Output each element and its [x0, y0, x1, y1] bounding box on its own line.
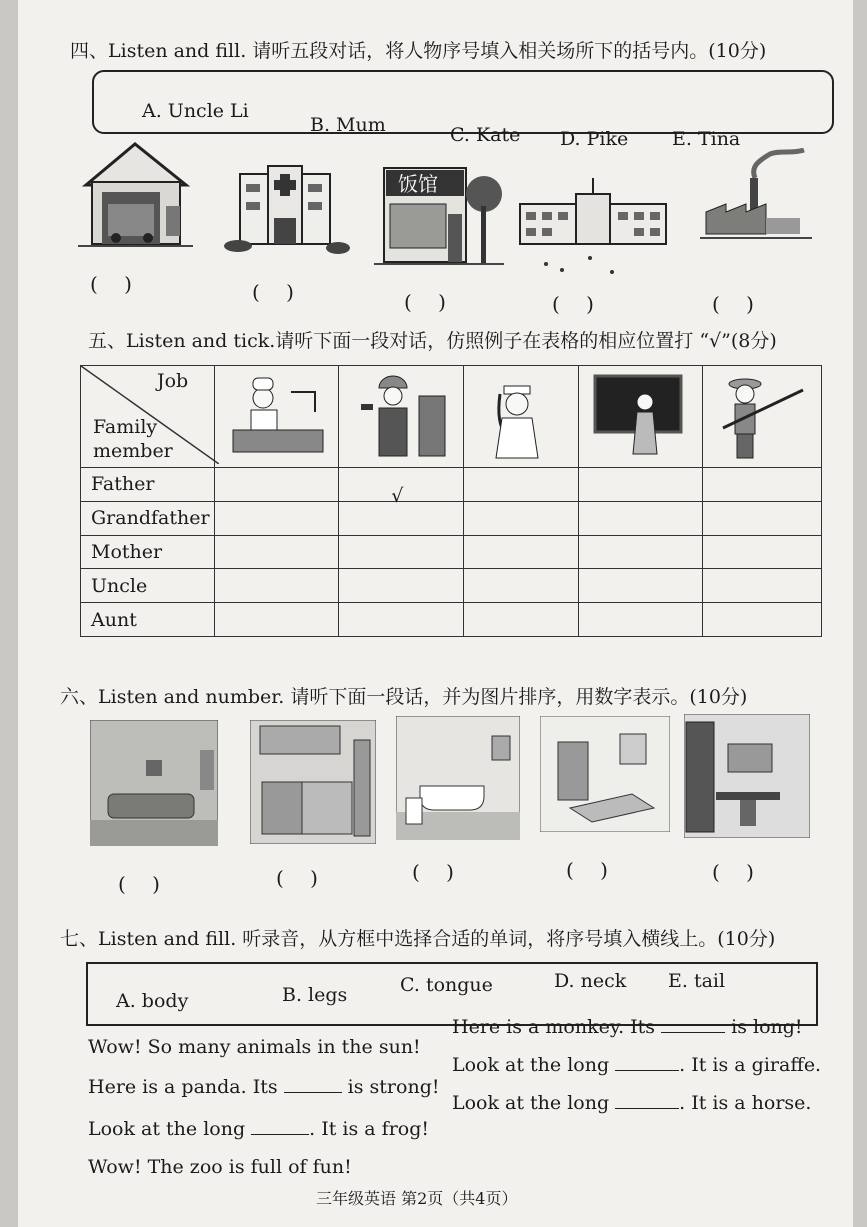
living-room-image [90, 720, 218, 846]
study-image [684, 714, 810, 838]
job-worker-cell [339, 366, 464, 468]
left-line-4-text: Wow! The zoo is full of fun! [88, 1156, 352, 1178]
cell[interactable] [578, 569, 703, 603]
right-line-3-after: . It is a horse. [679, 1092, 812, 1114]
word-option-b: B. legs [282, 984, 348, 1006]
right-line-3-before: Look at the long [452, 1092, 616, 1114]
left-line-1-text: Wow! So many animals in the sun! [88, 1036, 421, 1058]
right-line-1-before: Here is a monkey. Its [452, 1016, 662, 1038]
header-job: Job [157, 370, 189, 392]
cell[interactable] [703, 501, 822, 535]
cell[interactable] [214, 603, 339, 637]
option-a: A. Uncle Li [142, 100, 249, 122]
right-line-1 [452, 1016, 803, 1038]
answer-blank[interactable] [661, 1016, 725, 1033]
member-uncle: Uncle [81, 569, 215, 603]
cell[interactable] [703, 569, 822, 603]
cell[interactable] [339, 535, 464, 569]
cell[interactable] [703, 535, 822, 569]
teacher-icon [579, 366, 699, 462]
worker-icon [339, 366, 459, 462]
factory-image [700, 148, 812, 250]
answer-bracket-1[interactable]: ( ) [90, 272, 132, 296]
job-cook-cell [214, 366, 339, 468]
farmer-icon [703, 366, 817, 462]
restaurant-image [374, 162, 504, 272]
option-d: D. Pike [560, 128, 629, 150]
word-option-e: E. tail [668, 970, 726, 992]
example-tick: √ [391, 485, 404, 508]
section-6-title: 六、Listen and number. 请听下面一段话，并为图片排序，用数字表示。(10分) [60, 686, 748, 708]
member-aunt: Aunt [81, 603, 215, 637]
member-mother: Mother [81, 535, 215, 569]
cell[interactable] [464, 569, 578, 603]
cell[interactable] [464, 535, 578, 569]
number-bracket-4[interactable]: ( ) [566, 858, 608, 882]
cell[interactable] [214, 535, 339, 569]
header-family: Family [93, 416, 158, 438]
word-option-d: D. neck [554, 970, 627, 992]
number-bracket-5[interactable]: ( ) [712, 860, 754, 884]
cell[interactable] [214, 468, 339, 502]
cell[interactable] [578, 501, 703, 535]
left-line-2-after: is strong! [341, 1076, 440, 1098]
left-line-3-before: Look at the long [88, 1118, 252, 1140]
left-line-4 [88, 1156, 352, 1178]
answer-bracket-2[interactable]: ( ) [252, 280, 294, 304]
right-line-2-before: Look at the long [452, 1054, 616, 1076]
option-e: E. Tina [672, 128, 741, 150]
school-image [516, 178, 671, 282]
right-line-2-after: . It is a giraffe. [679, 1054, 822, 1076]
answer-blank[interactable] [284, 1076, 342, 1093]
cell[interactable] [703, 468, 822, 502]
answer-blank[interactable] [615, 1092, 679, 1109]
member-grandfather: Grandfather [81, 501, 215, 535]
left-line-1 [88, 1036, 421, 1058]
bathroom-image [396, 716, 520, 840]
example-tick-cell[interactable] [339, 468, 464, 508]
cell[interactable] [464, 501, 578, 535]
cell[interactable] [578, 535, 703, 569]
section-7-title: 七、Listen and fill. 听录音，从方框中选择合适的单词，将序号填入横线上。(10分) [60, 928, 776, 950]
hospital-image [220, 162, 350, 254]
cell[interactable] [578, 603, 703, 637]
cell[interactable] [339, 603, 464, 637]
left-line-3 [88, 1118, 429, 1140]
job-teacher-cell [578, 366, 703, 468]
cell[interactable] [578, 468, 703, 502]
member-father: Father [81, 468, 215, 502]
left-line-3-after: . It is a frog! [309, 1118, 430, 1140]
option-b: B. Mum [310, 114, 386, 136]
answer-bracket-5[interactable]: ( ) [712, 292, 754, 316]
right-line-2 [452, 1054, 821, 1076]
option-c: C. Kate [450, 124, 521, 146]
cell[interactable] [214, 501, 339, 535]
answer-bracket-3[interactable]: ( ) [404, 290, 446, 314]
number-bracket-1[interactable]: ( ) [118, 872, 160, 896]
cell[interactable] [464, 468, 578, 502]
bedroom-image [540, 716, 670, 832]
left-line-2-before: Here is a panda. Its [88, 1076, 284, 1098]
job-farmer-cell [703, 366, 822, 468]
restaurant-sign: 饭馆 [398, 172, 438, 196]
cell[interactable] [703, 603, 822, 637]
page-footer: 三年级英语 第2页（共4页） [316, 1189, 518, 1208]
cell[interactable] [339, 569, 464, 603]
section-5-title: 五、Listen and tick.请听下面一段对话，仿照例子在表格的相应位置打 “√”(8分) [88, 330, 777, 352]
number-bracket-2[interactable]: ( ) [276, 866, 318, 890]
word-option-a: A. body [116, 990, 189, 1012]
cell[interactable] [464, 603, 578, 637]
table-corner-cell [81, 366, 215, 468]
job-table [80, 365, 822, 637]
right-line-3 [452, 1092, 811, 1114]
left-line-2 [88, 1076, 440, 1098]
fire-station-image [78, 140, 193, 250]
answer-blank[interactable] [615, 1054, 679, 1071]
answer-bracket-4[interactable]: ( ) [552, 292, 594, 316]
kitchen-image [250, 720, 376, 844]
word-option-c: C. tongue [400, 974, 493, 996]
cell[interactable] [214, 569, 339, 603]
nurse-icon [464, 366, 574, 462]
job-nurse-cell [464, 366, 578, 468]
number-bracket-3[interactable]: ( ) [412, 860, 454, 884]
answer-blank[interactable] [251, 1118, 309, 1135]
right-line-1-after: is long! [725, 1016, 803, 1038]
section-4-title: 四、Listen and fill. 请听五段对话，将人物序号填入相关场所下的括号内。(10分) [70, 40, 767, 62]
cook-icon [215, 366, 335, 462]
header-member: member [93, 440, 173, 462]
